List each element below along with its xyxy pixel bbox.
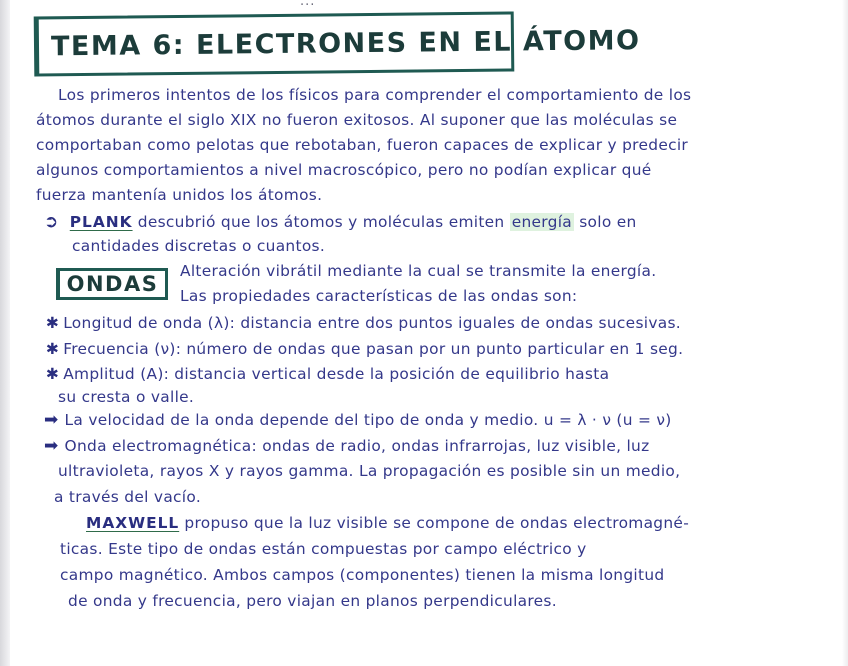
maxwell-text-1: propuso que la luz visible se compone de ondas electromagné- [184, 514, 690, 532]
star-bullet-icon: ✱ [46, 340, 60, 358]
prop-wavelength-text: Longitud de onda (λ): distancia entre dos puntos iguales de ondas sucesivas. [63, 314, 681, 332]
ondas-def-2: Las propiedades características de las ondas son: [180, 287, 578, 305]
maxwell-line-3: campo magnético. Ambos campos (componentes) tienen la misma longitud [60, 566, 665, 584]
page-title: TEMA 6: ELECTRONES EN EL ÁTOMO [50, 24, 641, 62]
planck-line-1 [44, 212, 637, 232]
planck-text-b: solo en [579, 213, 637, 231]
electro-text-1: Onda electromagnética: ondas de radio, ondas infrarrojas, luz visible, luz [64, 437, 650, 455]
star-bullet-icon: ✱ [46, 365, 60, 383]
prop-amplitude-text: Amplitud (A): distancia vertical desde la posición de equilibrio hasta [63, 365, 610, 383]
planck-name: PLANK [69, 213, 133, 231]
velocity-text: La velocidad de la onda depende del tipo de onda y medio. u = λ · ν (u = ν) [64, 411, 672, 429]
intro-line-3: comportaban como pelotas que rebotaban, fueron capaces de explicar y predecir [36, 136, 689, 154]
ondas-label: ONDAS [66, 272, 159, 296]
maxwell-line-1 [86, 514, 689, 532]
prop-frequency [46, 340, 683, 358]
electro-line-2: ultravioleta, rayos X y rayos gamma. La propagación es posible sin un medio, [58, 462, 681, 480]
hand-arrow-icon: ➲ [44, 212, 59, 232]
page-right-edge [842, 0, 848, 666]
planck-highlight: energía [511, 213, 573, 231]
intro-line-5: fuerza mantenía unidos los átomos. [36, 186, 323, 204]
intro-line-2: átomos durante el siglo XIX no fueron exitosos. Al suponer que las moléculas se [36, 111, 678, 129]
ondas-box [56, 268, 168, 300]
prop-amplitude-cont: su cresta o valle. [58, 388, 195, 406]
arrow-right-icon: ➡ [44, 436, 59, 456]
prop-wavelength [46, 314, 681, 332]
header-fragment: ... [300, 0, 316, 9]
title-box [34, 11, 641, 76]
planck-line-2: cantidades discretas o cuantos. [72, 237, 326, 255]
prop-frequency-text: Frecuencia (ν): número de ondas que pasan por un punto particular en 1 seg. [63, 340, 684, 358]
maxwell-line-2: ticas. Este tipo de ondas están compuestas por campo eléctrico y [60, 540, 587, 558]
ondas-def-1: Alteración vibrátil mediante la cual se transmite la energía. [180, 262, 657, 280]
velocity-line [44, 410, 672, 430]
star-bullet-icon: ✱ [46, 314, 60, 332]
maxwell-name: MAXWELL [86, 514, 180, 532]
page-left-edge [0, 0, 10, 666]
intro-line-1: Los primeros intentos de los físicos para comprender el comportamiento de los [58, 86, 692, 104]
electro-line-1 [44, 436, 650, 456]
maxwell-line-4: de onda y frecuencia, pero viajan en planos perpendiculares. [68, 592, 557, 610]
prop-amplitude [46, 365, 609, 383]
arrow-right-icon: ➡ [44, 410, 59, 430]
electro-line-3: a través del vacío. [54, 488, 202, 506]
planck-text-a: descubrió que los átomos y moléculas emiten [137, 213, 505, 231]
intro-line-4: algunos comportamientos a nivel macroscópico, pero no podían explicar qué [36, 161, 652, 179]
